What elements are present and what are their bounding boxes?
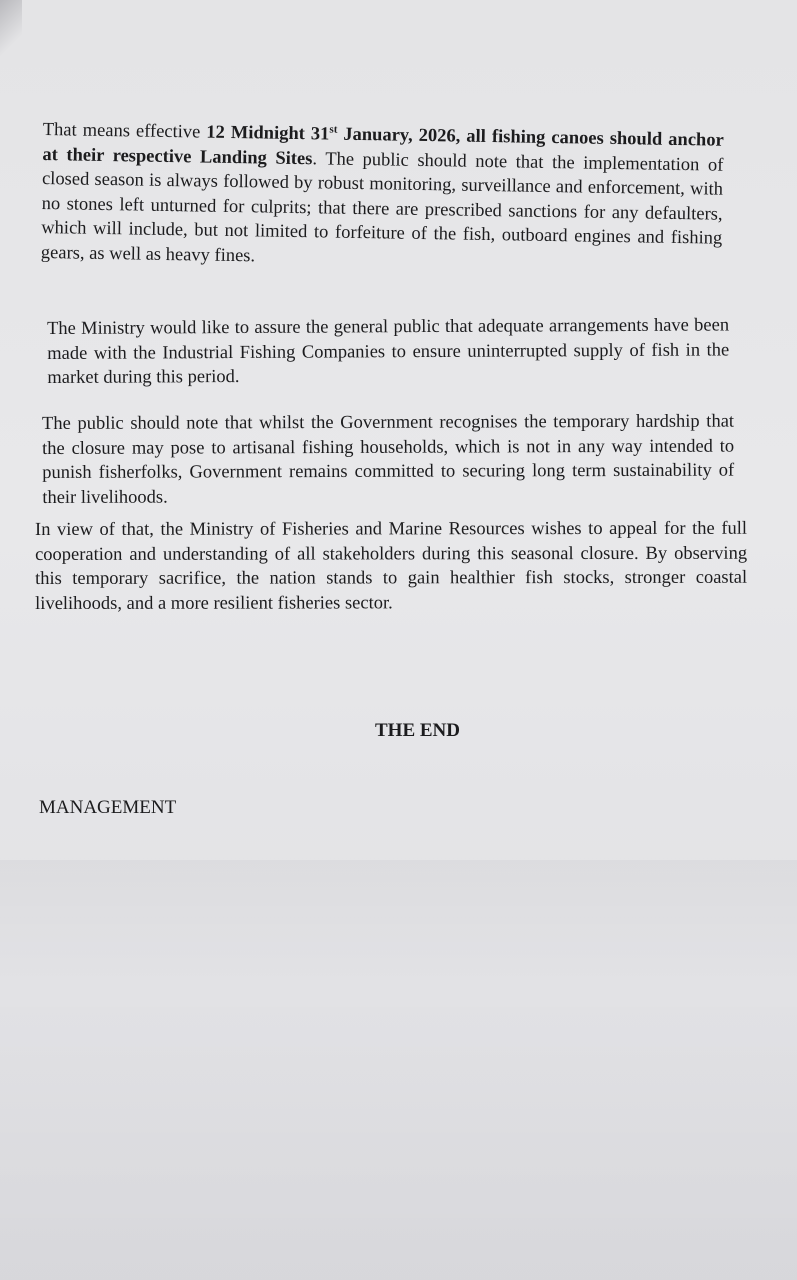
paragraph-hardship-note: The public should note that whilst the Government recognises the temporary hardship that the closure may pose to artisanal fishing households, which is not in any way intended to punish fisherfolks, Government remains committed to securing long term sustainability of their livelihoods. [42, 411, 735, 508]
paragraph-closure-effective [41, 118, 724, 276]
paragraph-supply-assurance: The Ministry would like to assure the general public that adequate arrangements have been made with the Industrial Fishing Companies to ensure uninterrupted supply of fish in the market during this period. [47, 315, 730, 388]
paragraph-cooperation-appeal: In view of that, the Ministry of Fisheries and Marine Resources wishes to appeal for the full cooperation and understanding of all stakeholders during this seasonal closure. By observing this temporary sacrifice, the nation stands to gain healthier fish stocks, stronger coastal livelihoods, and a more resilient fisheries sector. [35, 518, 748, 614]
paragraph1-bold-b: January, 2026, all fishing canoes should anchor at their respective Landing Sites [42, 124, 724, 169]
paragraph1-text-a: That means effective [42, 119, 207, 143]
paragraph1-text-b: . The public should note that the implementation of closed season is always followed by robust monitoring, surveillance and enforcement, with no stones left unturned for culprits; that there are prescribed sanctions for any defaulters, which will include, but not limited to forfeiture of the fish, outboard engines and fishing gears, as well as heavy fines. [40, 148, 724, 266]
page-lower-shading [0, 860, 797, 1280]
page-corner-shadow [0, 0, 22, 60]
signature-management: MANAGEMENT [39, 797, 177, 818]
paragraph1-bold-sup: st [329, 123, 338, 136]
paragraph1-bold-a: 12 Midnight 31 [206, 122, 330, 145]
end-heading: THE END [375, 720, 460, 741]
